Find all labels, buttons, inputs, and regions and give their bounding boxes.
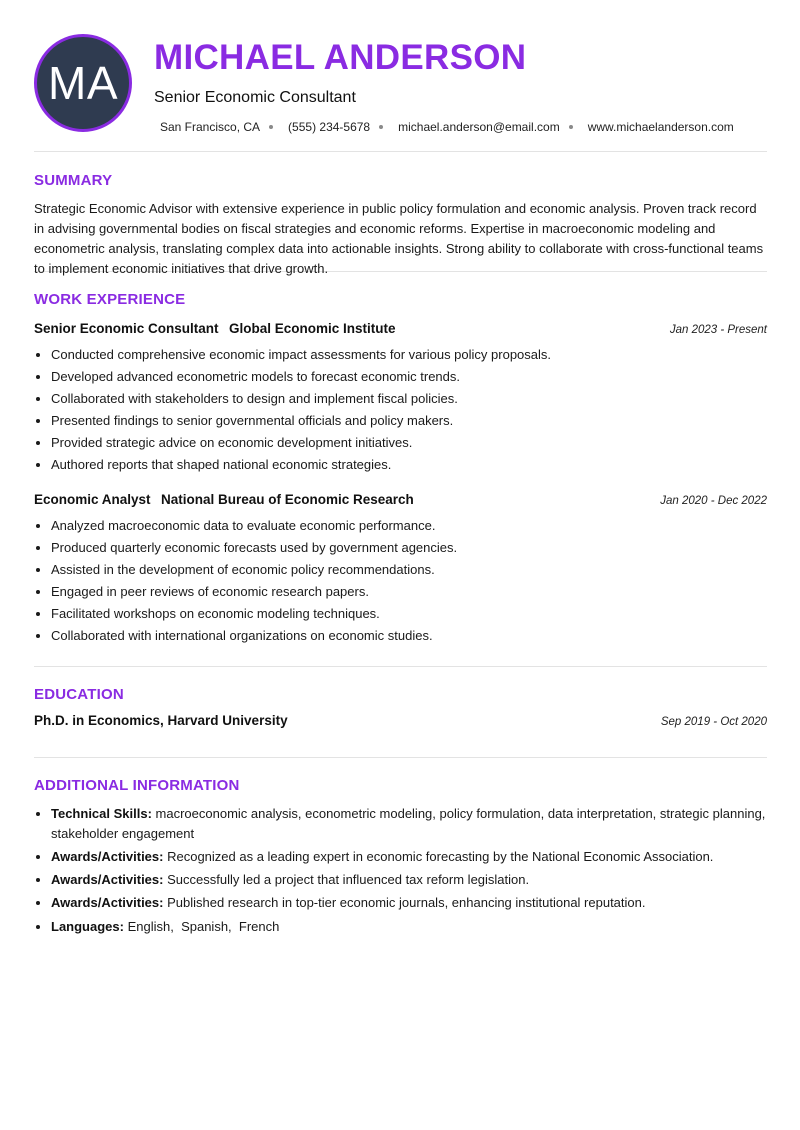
list-item: • Produced quarterly economic forecasts used by government agencies. (51, 537, 767, 559)
job-role: Economic Analyst (34, 492, 151, 507)
avatar (34, 34, 132, 132)
job-organization: Global Economic Institute (228, 321, 396, 336)
list-item (51, 847, 767, 867)
list-item (51, 917, 767, 937)
separator-dot (379, 125, 383, 129)
section-heading: WORK EXPERIENCE (34, 291, 186, 308)
section-heading: SUMMARY (34, 172, 113, 189)
list-item (51, 893, 767, 913)
contact-location: San Francisco, CA (160, 120, 261, 134)
list-item: • Provided strategic advice on economic development initiatives. (51, 432, 767, 454)
additional-list (34, 804, 767, 937)
list-item (51, 804, 767, 844)
list-item: • Facilitated workshops on economic modeling techniques. (51, 603, 767, 625)
contact-website[interactable]: www.michaelanderson.com (587, 120, 734, 134)
list-item: • Collaborated with international organizations on economic studies. (51, 625, 767, 647)
item-label: Awards/Activities: (51, 849, 164, 864)
contact-phone: (555) 234-5678 (288, 120, 371, 134)
job-header (34, 320, 767, 338)
job-bullets (34, 515, 767, 647)
summary-section (34, 152, 767, 276)
list-item (51, 870, 767, 890)
job-dates: Jan 2020 - Dec 2022 (660, 495, 767, 507)
contact-email[interactable]: michael.anderson@email.com (398, 120, 560, 134)
list-item: • Collaborated with stakeholders to design and implement fiscal policies. (51, 388, 767, 410)
education-entry (34, 713, 767, 728)
separator-dot (569, 125, 573, 129)
candidate-title: Senior Economic Consultant (154, 89, 356, 106)
item-label: Awards/Activities: (51, 895, 164, 910)
list-item: • Assisted in the development of economic policy recommendations. (51, 559, 767, 581)
item-label: Languages: (51, 919, 124, 934)
education-degree: Ph.D. in Economics, Harvard University (34, 713, 288, 728)
job-header (34, 491, 767, 509)
resume-header (34, 0, 767, 152)
additional-information-section (34, 758, 767, 937)
education-dates: Sep 2019 - Oct 2020 (660, 716, 767, 728)
job-entry (34, 491, 767, 647)
job-bullets (34, 344, 767, 476)
avatar-initials: MA (48, 57, 118, 109)
item-label: Technical Skills: (51, 806, 152, 821)
section-heading: EDUCATION (34, 686, 124, 703)
item-label: Awards/Activities: (51, 872, 164, 887)
job-organization: National Bureau of Economic Research (160, 492, 414, 507)
contact-bar (160, 120, 767, 134)
job-entry (34, 320, 767, 476)
list-item: • Authored reports that shaped national economic strategies. (51, 454, 767, 476)
item-text: Published research in top-tier economic journals, enhancing institutional reputation. (167, 895, 646, 910)
education-section (34, 667, 767, 758)
separator-dot (269, 125, 273, 129)
list-item: • Engaged in peer reviews of economic research papers. (51, 581, 767, 603)
item-text: English, Spanish, French (127, 919, 280, 934)
list-item: • Developed advanced econometric models to forecast economic trends. (51, 366, 767, 388)
list-item: • Analyzed macroeconomic data to evaluate economic performance. (51, 515, 767, 537)
list-item: • Presented findings to senior governmental officials and policy makers. (51, 410, 767, 432)
work-experience-section (34, 272, 767, 667)
job-role: Senior Economic Consultant (34, 321, 219, 336)
job-dates: Jan 2023 - Present (669, 324, 767, 336)
item-text: Successfully led a project that influenced tax reform legislation. (167, 872, 530, 887)
item-text: Recognized as a leading expert in economic forecasting by the National Economic Association. (167, 849, 714, 864)
list-item: • Conducted comprehensive economic impact assessments for various policy proposals. (51, 344, 767, 366)
item-text: macroeconomic analysis, econometric modeling, policy formulation, data interpretation, strategic planning, stakeholder engagement (51, 806, 766, 841)
summary-text: Strategic Economic Advisor with extensive experience in public policy formulation and economic analysis. Proven track record in advising governmental bodies on fiscal strategies and economic reforms. Expertise in macroeconomic modeling and econometric analysis, translating complex data into actionable insights. Strong ability to collaborate with cross-functional teams to implement economic initiatives that drive growth. (34, 201, 764, 276)
section-heading: ADDITIONAL INFORMATION (34, 777, 240, 794)
candidate-name: MICHAEL ANDERSON (154, 38, 527, 77)
